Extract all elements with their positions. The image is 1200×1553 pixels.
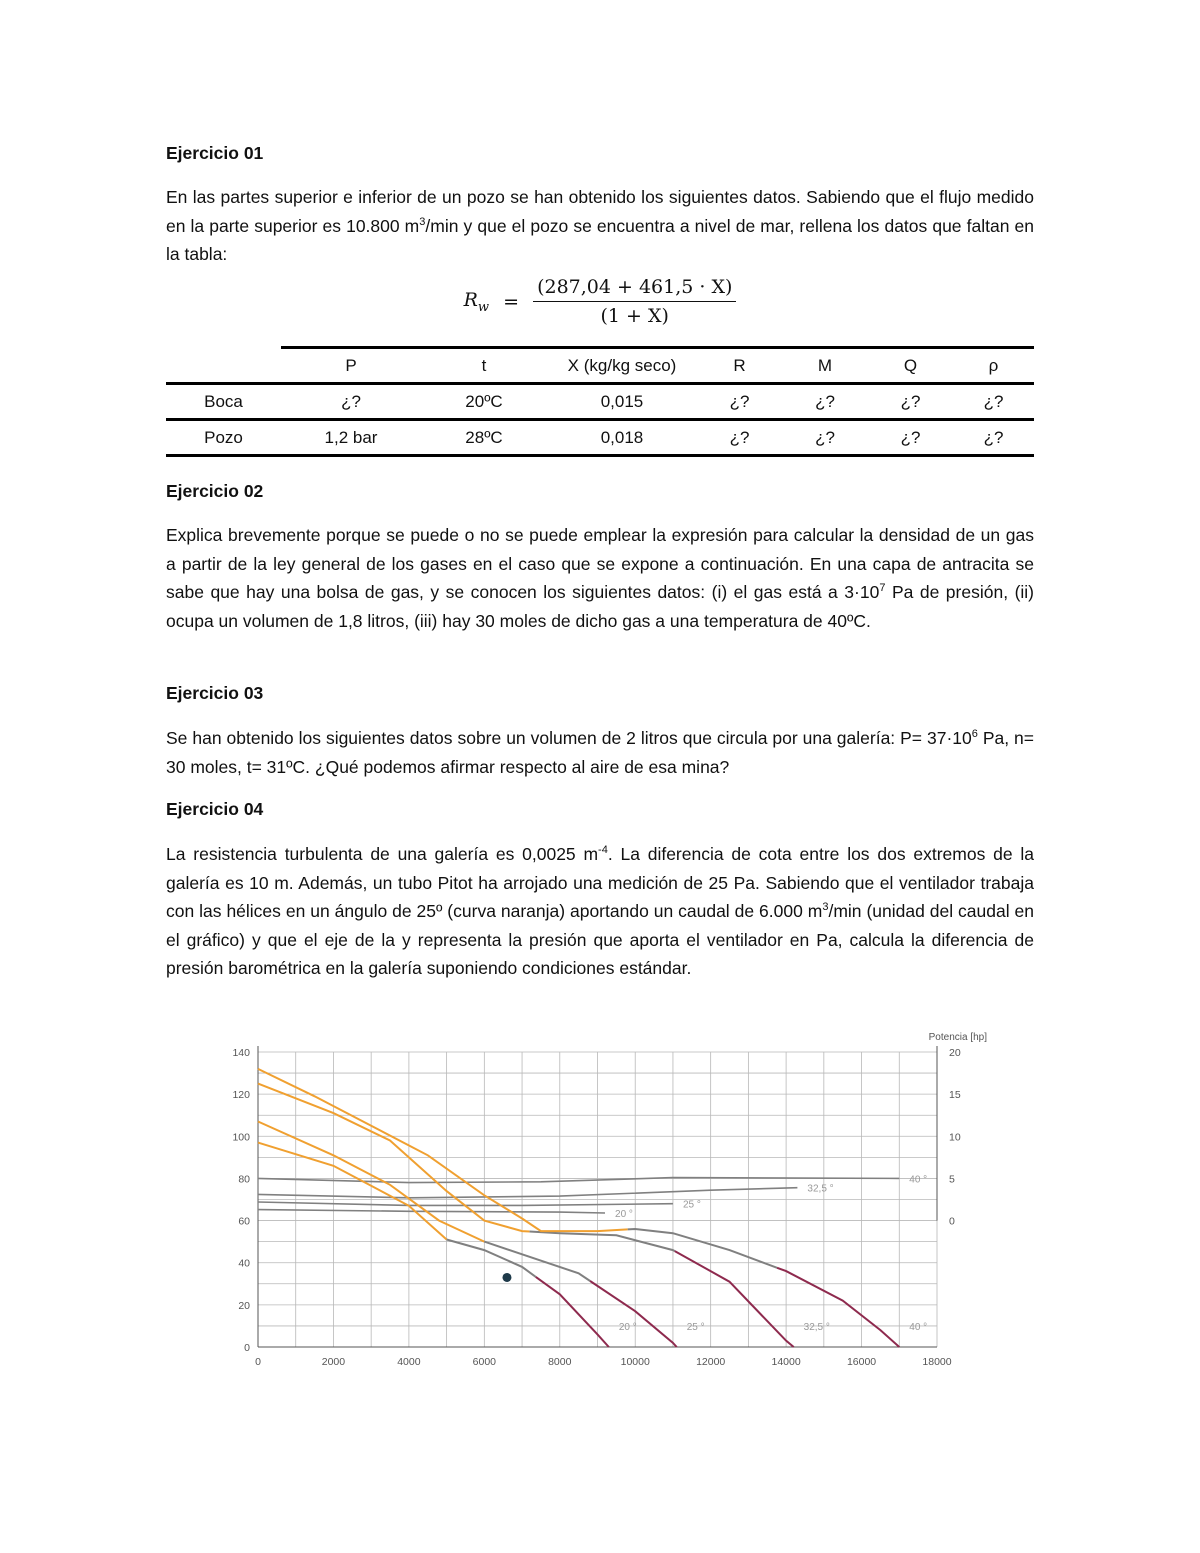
exercise-01-text: En las partes superior e inferior de un pozo se han obtenido los siguientes datos. Sabiendo que el flujo medido en la parte superior es 10.800 $m^3/\min$ y que el pozo se encuentra a nivel de mar, rellena los datos que faltan en la tabla:: [166, 187, 1034, 264]
exercise-03-text: Se han obtenido los siguientes datos sobre un volumen de 2 litros que circula por una galería: $P= 37\cdot 10^6$ Pa, n= 30 moles, t= 31ºC. ¿Qué podemos afirmar respecto al aire de esa mina?: [166, 728, 1034, 777]
exercise-04-text: La resistencia turbulenta de una galería es 0,0025 $m^{-4}$. La diferencia de cota entre los dos extremos de la galería es 10 m. Además, un tubo Pitot ha arrojado una medición de 25 Pa. Sabiendo que el ventilador trabaja con las hélices en un ángulo de 25º (curva naranja) aportando un caudal de 6.000 $m^3/\min$ (unidad del caudal en el gráfico) y que el eje de la y representa la presión que aporta el ventilador en Pa, calcula la diferencia de presión barométrica en la galería suponiendo condiciones estándar.: [166, 844, 1034, 978]
table-header-cell: M: [782, 348, 868, 384]
table-cell: 20ºC: [421, 384, 547, 420]
right-axis-title: Potencia [hp]: [928, 1032, 987, 1043]
y-tick-label: 100: [232, 1131, 250, 1144]
row-label: Pozo: [166, 420, 281, 456]
x-tick-label: 2000: [321, 1356, 346, 1368]
exercise-04-title: Ejercicio 04: [166, 799, 264, 819]
y-tick-label: 20: [238, 1299, 250, 1312]
exercise-02-title: Ejercicio 02: [166, 481, 264, 501]
right-tick-label: 0: [949, 1215, 955, 1228]
pressure-curve-purple: [590, 1281, 677, 1347]
rw-formula: $R_w$ = $\frac{(287,04 + 461,5 \cdot X)}{(1 + X)}$: [0, 276, 1200, 327]
right-tick-label: 20: [949, 1047, 961, 1059]
table-cell: ¿?: [953, 384, 1034, 420]
operating-point: [502, 1273, 511, 1282]
row-label: Boca: [166, 384, 281, 420]
x-tick-label: 18000: [922, 1356, 952, 1368]
power-curve-label: 40 °: [909, 1174, 928, 1186]
table-header-row: [166, 348, 1034, 384]
x-tick-label: 6000: [472, 1356, 497, 1368]
x-tick-label: 4000: [397, 1356, 421, 1368]
x-tick-label: 0: [255, 1356, 261, 1368]
y-tick-label: 0: [244, 1342, 250, 1354]
x-tick-label: 12000: [696, 1356, 726, 1368]
table-header-cell: X (kg/kg seco): [547, 348, 697, 384]
x-tick-label: 8000: [548, 1356, 572, 1368]
table-row: [166, 420, 1034, 456]
power-curve-label: 20 °: [615, 1208, 633, 1220]
table-cell: ¿?: [953, 420, 1034, 456]
y-tick-label: 60: [238, 1215, 250, 1228]
right-tick-label: 15: [949, 1089, 961, 1102]
table-cell: 1,2 bar: [281, 420, 421, 456]
table-cell: ¿?: [697, 420, 782, 456]
exercise-01-title: Ejercicio 01: [166, 143, 264, 163]
x-tick-label: 10000: [620, 1356, 650, 1368]
table-cell: ¿?: [868, 384, 953, 420]
table-cell: ¿?: [868, 420, 953, 456]
power-curve-label: 32,5 °: [807, 1183, 834, 1195]
pressure-curve-label: 25 °: [686, 1322, 705, 1334]
table-cell: ¿?: [281, 384, 421, 420]
power-curve-line: [258, 1188, 797, 1198]
table-header-cell: t: [421, 348, 547, 384]
table-header-blank: [166, 348, 281, 384]
formula-lhs: $R_w$: [463, 288, 490, 315]
table-header-cell: Q: [868, 348, 953, 384]
exercise-03-title: Ejercicio 03: [166, 683, 264, 703]
pressure-curve-label: 40 °: [909, 1322, 928, 1334]
fan-characteristic-chart: [220, 1025, 987, 1375]
pressure-curve-gray: [484, 1242, 590, 1281]
y-tick-label: 140: [232, 1047, 250, 1059]
table-cell: 28ºC: [421, 420, 547, 456]
right-tick-label: 5: [949, 1173, 955, 1186]
table-cell: 0,015: [547, 384, 697, 420]
table-header-cell: R: [697, 348, 782, 384]
table-row: [166, 384, 1034, 420]
table-cell: ¿?: [697, 384, 782, 420]
x-tick-label: 14000: [771, 1356, 801, 1368]
table-cell: 0,018: [547, 420, 697, 456]
y-tick-label: 80: [238, 1173, 250, 1186]
pressure-curve-label: 20 °: [618, 1322, 637, 1334]
pressure-curve-purple: [777, 1268, 899, 1347]
table-header-cell: ρ: [953, 348, 1034, 384]
power-curve-line: [258, 1210, 605, 1213]
table-header-cell: P: [281, 348, 421, 384]
table-cell: ¿?: [782, 420, 868, 456]
data-table: [166, 346, 1034, 457]
right-tick-label: 10: [949, 1131, 961, 1144]
pressure-curve-gray: [628, 1229, 777, 1268]
pressure-curve-orange: [258, 1069, 628, 1231]
y-tick-label: 120: [232, 1089, 250, 1102]
formula-fraction: $\frac{(287,04 + 461,5 \cdot X)}{(1 + X)}$: [533, 276, 736, 327]
y-tick-label: 40: [238, 1257, 250, 1270]
pressure-curve-label: 32,5 °: [803, 1322, 830, 1334]
exercise-02-text: Explica brevemente porque se puede o no se puede emplear la expresión para calcular la densidad de un gas a partir de la ley general de los gases en el caso que se expone a continuación. En una capa de antracita se sabe que hay una bolsa de gas, y se conocen los siguientes datos: (i) el gas está a $3\cdot 10^7$ Pa de presión, (ii) ocupa un volumen de 1,8 litros, (iii) hay 30 moles de dicho gas a una temperatura de 40ºC.: [166, 525, 1034, 631]
table-cell: ¿?: [782, 384, 868, 420]
power-curve-label: 25 °: [682, 1199, 701, 1211]
x-tick-label: 16000: [846, 1356, 877, 1368]
